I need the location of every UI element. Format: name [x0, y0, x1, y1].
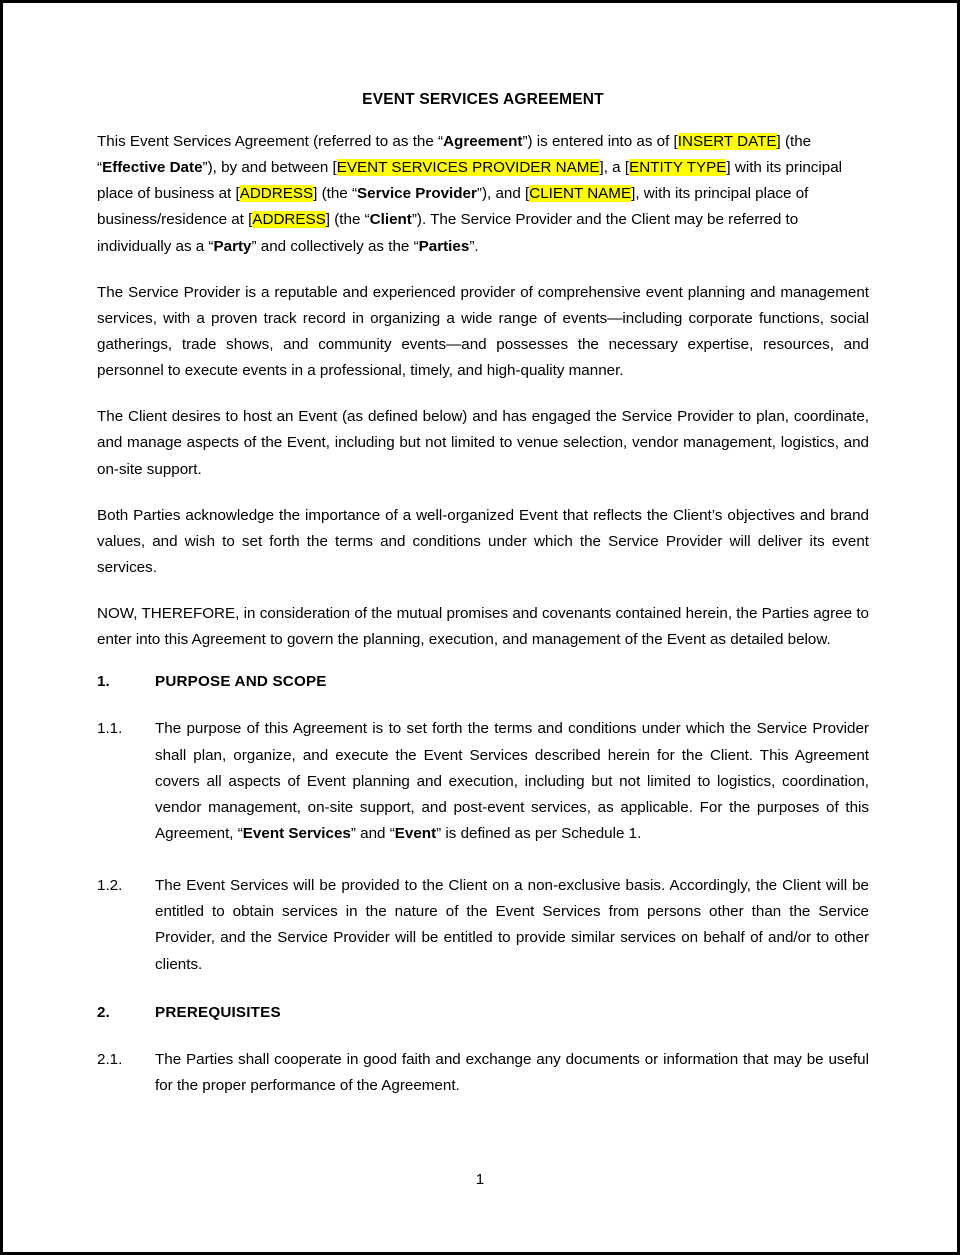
term-event: Event — [394, 824, 437, 842]
clause-text — [155, 716, 869, 847]
clause-text: The Parties shall cooperate in good faith and exchange any documents or information that may be useful for the proper performance of the Agreement. — [155, 1050, 869, 1094]
intro-text-d: ”), by and between [ — [202, 159, 337, 177]
term-effective-date: Effective Date — [102, 159, 203, 177]
document-title: EVENT SERVICES AGREEMENT — [362, 91, 604, 108]
document-content — [97, 91, 869, 1119]
placeholder-client-name: CLIENT NAME — [529, 185, 632, 203]
section-number: 2. — [97, 1003, 110, 1021]
intro-text-h: ”), and [ — [476, 185, 530, 203]
intro-text-g: ] (the “ — [313, 185, 358, 203]
intro-text-m: ”. — [469, 237, 479, 255]
paragraph-now-therefore: NOW, THEREFORE, in consideration of the mutual promises and covenants contained herein, the Parties agree to enter into this Agreement to govern the planning, execution, and management of the Event as detailed below. — [97, 605, 869, 649]
section-title: PURPOSE AND SCOPE — [155, 673, 327, 691]
clause-text: The Event Services will be provided to the Client on a non-exclusive basis. Accordingly, the Client will be entitled to obtain services in the nature of the Event Services from persons other than the Service Provider, and the Service Provider will be entitled to provide similar services on behalf of and/or to other clients. — [155, 877, 869, 973]
term-parties: Parties — [418, 237, 470, 255]
placeholder-address-2: ADDRESS — [252, 211, 326, 229]
intro-text-j: ] (the “ — [325, 211, 370, 229]
placeholder-provider-name: EVENT SERVICES PROVIDER NAME — [336, 159, 600, 177]
paragraph-recital-client: The Client desires to host an Event (as defined below) and has engaged the Service Provider to plan, coordinate, and manage aspects of the Event, including but not limited to venue selection, vendor management, logistics, and on-site support. — [97, 408, 869, 478]
placeholder-insert-date: INSERT DATE — [677, 133, 777, 150]
intro-text-b: ”) is entered into as of [ — [522, 133, 678, 150]
term-event-services: Event Services — [242, 824, 351, 842]
intro-text-e: ], a [ — [599, 159, 630, 177]
placeholder-address-1: ADDRESS — [239, 185, 314, 203]
placeholder-entity-type: ENTITY TYPE — [629, 159, 727, 177]
clause-1-1 — [97, 716, 869, 847]
intro-text-f: ] with its principal place of business at [ — [97, 159, 843, 203]
section-heading-prerequisites — [97, 1004, 869, 1021]
intro-text-i: ], with its principal place of business/residence at [ — [97, 185, 809, 229]
term-service-provider: Service Provider — [357, 185, 477, 203]
paragraph-parties — [97, 129, 869, 260]
intro-text-c: ] (the “ — [97, 133, 812, 177]
page-number: 1 — [475, 1171, 485, 1188]
section-number: 1. — [97, 673, 110, 691]
clause-text-b: ” and “ — [350, 824, 395, 842]
clause-1-2 — [97, 873, 869, 978]
term-agreement: Agreement — [443, 133, 523, 150]
clause-number: 1.1. — [97, 720, 123, 738]
term-client: Client — [369, 211, 412, 229]
section-title: PREREQUISITES — [155, 1003, 281, 1021]
clause-text-a: The purpose of this Agreement is to set forth the terms and conditions under which the Service Provider shall plan, organize, and execute the Event Services described herein for the Client. This Agreement covers all aspects of Event planning and execution, including but not limited to logistics, coordination, vendor management, on-site support, and post-event services, as applicable. For the purposes of this Agreement, “ — [155, 720, 869, 842]
section-heading-purpose-and-scope — [97, 673, 869, 690]
clause-number: 2.1. — [97, 1050, 123, 1068]
clause-2-1 — [97, 1047, 869, 1099]
intro-text-l: ” and collectively as the “ — [251, 237, 419, 255]
clause-number: 1.2. — [97, 877, 123, 895]
paragraph-recital-acknowledgement: Both Parties acknowledge the importance of a well-organized Event that reflects the Client’s objectives and brand values, and wish to set forth the terms and conditions under which the Service Provider will deliver its event services. — [97, 506, 869, 576]
term-party: Party — [213, 237, 252, 255]
clause-text-c: ” is defined as per Schedule 1. — [436, 824, 642, 842]
paragraph-recital-provider: The Service Provider is a reputable and experienced provider of comprehensive event planning and management services, with a proven track record in organizing a wide range of events—including corporate functions, social gatherings, trade shows, and community events—and possesses the necessary expertise, resources, and personnel to execute events in a professional, timely, and high-quality manner. — [97, 283, 869, 380]
intro-text-a: This Event Services Agreement (referred to as the “ — [97, 133, 444, 150]
intro-text-k: ”). The Service Provider and the Client may be referred to individually as a “ — [97, 211, 799, 255]
